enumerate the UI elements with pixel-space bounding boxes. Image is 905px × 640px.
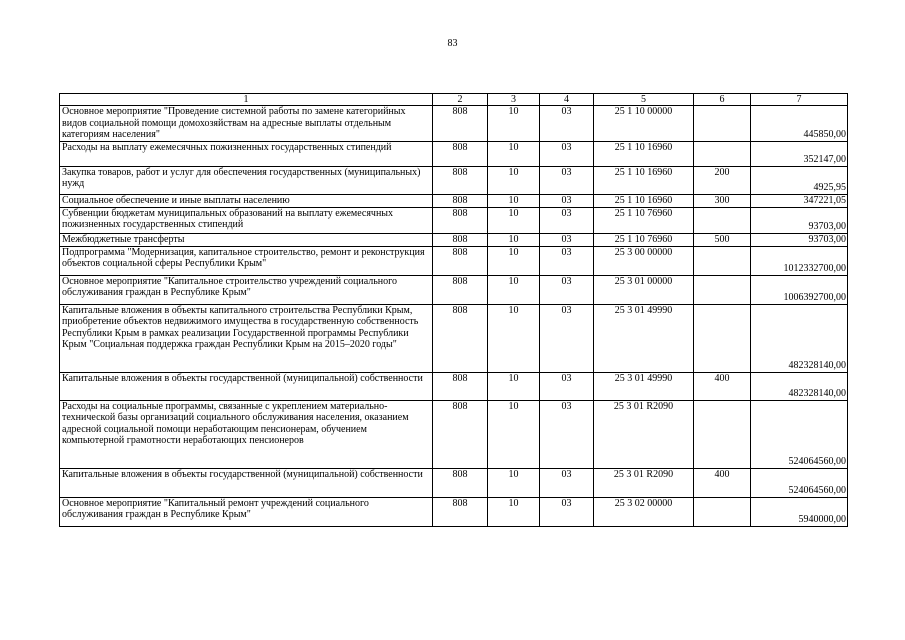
row-name: Подпрограмма "Модернизация, капитальное строительство, ремонт и реконструкция объектов социальной сферы Республики Крым" xyxy=(60,246,433,275)
row-code-6: 400 xyxy=(694,468,751,497)
row-code-3: 10 xyxy=(488,194,540,207)
row-code-6: 400 xyxy=(694,372,751,400)
header-cell-2: 2 xyxy=(433,94,488,106)
row-code-4: 03 xyxy=(540,194,594,207)
row-name: Расходы на социальные программы, связанные с укреплением материально-технической базы организаций социального обслуживания населения, оказанием адресной социальной помощи неработающим пенсионерам, обучением компьютерной грамотности неработающих пенсионеров xyxy=(60,400,433,468)
row-code-5: 25 1 10 16960 xyxy=(594,141,694,166)
table-row xyxy=(60,400,848,468)
row-name: Расходы на выплату ежемесячных пожизненных государственных стипендий xyxy=(60,141,433,166)
row-code-3: 10 xyxy=(488,246,540,275)
row-code-5: 25 1 10 76960 xyxy=(594,233,694,246)
row-code-5: 25 3 01 R2090 xyxy=(594,400,694,468)
row-code-5: 25 1 10 00000 xyxy=(594,106,694,142)
row-code-4: 03 xyxy=(540,166,594,194)
row-code-2: 808 xyxy=(433,166,488,194)
row-name: Капитальные вложения в объекты государственной (муниципальной) собственности xyxy=(60,468,433,497)
row-code-5: 25 3 01 00000 xyxy=(594,275,694,304)
row-name: Межбюджетные трансферты xyxy=(60,233,433,246)
table-row xyxy=(60,304,848,372)
row-name: Субвенции бюджетам муниципальных образований на выплату ежемесячных пожизненных государственных стипендий xyxy=(60,207,433,233)
header-cell-3: 3 xyxy=(488,94,540,106)
row-name: Основное мероприятие "Капитальное строительство учреждений социального обслуживания граждан в Республике Крым" xyxy=(60,275,433,304)
row-code-5: 25 3 01 R2090 xyxy=(594,468,694,497)
row-code-3: 10 xyxy=(488,106,540,142)
row-code-3: 10 xyxy=(488,497,540,526)
table-row xyxy=(60,275,848,304)
table-row xyxy=(60,166,848,194)
row-amount: 524064560,00 xyxy=(751,468,848,497)
table-row xyxy=(60,468,848,497)
row-amount: 93703,00 xyxy=(751,233,848,246)
row-code-5: 25 3 01 49990 xyxy=(594,304,694,372)
row-code-5: 25 1 10 16960 xyxy=(594,194,694,207)
row-name: Закупка товаров, работ и услуг для обеспечения государственных (муниципальных) нужд xyxy=(60,166,433,194)
row-code-4: 03 xyxy=(540,468,594,497)
row-amount: 4925,95 xyxy=(751,166,848,194)
row-code-2: 808 xyxy=(433,106,488,142)
row-code-5: 25 3 02 00000 xyxy=(594,497,694,526)
row-code-3: 10 xyxy=(488,233,540,246)
row-code-2: 808 xyxy=(433,372,488,400)
row-name: Капитальные вложения в объекты государственной (муниципальной) собственности xyxy=(60,372,433,400)
row-amount: 524064560,00 xyxy=(751,400,848,468)
row-code-3: 10 xyxy=(488,275,540,304)
row-code-4: 03 xyxy=(540,275,594,304)
row-name: Социальное обеспечение и иные выплаты населению xyxy=(60,194,433,207)
row-code-6 xyxy=(694,207,751,233)
row-amount: 482328140,00 xyxy=(751,372,848,400)
row-amount: 352147,00 xyxy=(751,141,848,166)
row-code-3: 10 xyxy=(488,207,540,233)
row-code-2: 808 xyxy=(433,246,488,275)
row-code-4: 03 xyxy=(540,106,594,142)
header-cell-5: 5 xyxy=(594,94,694,106)
row-name: Основное мероприятие "Проведение системной работы по замене категорийных видов социальной помощи домохозяйствам на адресные выплаты отдельным категориям населения" xyxy=(60,106,433,142)
row-code-6 xyxy=(694,497,751,526)
table-row xyxy=(60,194,848,207)
header-cell-7: 7 xyxy=(751,94,848,106)
row-code-4: 03 xyxy=(540,372,594,400)
row-code-6: 500 xyxy=(694,233,751,246)
row-code-6 xyxy=(694,400,751,468)
row-code-2: 808 xyxy=(433,400,488,468)
row-code-6 xyxy=(694,304,751,372)
row-code-4: 03 xyxy=(540,400,594,468)
row-amount: 482328140,00 xyxy=(751,304,848,372)
row-code-5: 25 1 10 16960 xyxy=(594,166,694,194)
header-cell-1: 1 xyxy=(60,94,433,106)
row-code-2: 808 xyxy=(433,141,488,166)
row-code-2: 808 xyxy=(433,304,488,372)
row-code-5: 25 3 01 49990 xyxy=(594,372,694,400)
header-row xyxy=(60,94,848,106)
row-code-6 xyxy=(694,246,751,275)
row-code-3: 10 xyxy=(488,304,540,372)
row-code-4: 03 xyxy=(540,141,594,166)
page-number: 83 xyxy=(447,38,458,49)
table-row xyxy=(60,106,848,142)
row-code-3: 10 xyxy=(488,468,540,497)
row-code-4: 03 xyxy=(540,246,594,275)
row-code-4: 03 xyxy=(540,497,594,526)
row-code-5: 25 1 10 76960 xyxy=(594,207,694,233)
row-code-2: 808 xyxy=(433,468,488,497)
row-amount: 1006392700,00 xyxy=(751,275,848,304)
row-code-2: 808 xyxy=(433,194,488,207)
table-row xyxy=(60,141,848,166)
row-code-4: 03 xyxy=(540,304,594,372)
row-amount: 347221,05 xyxy=(751,194,848,207)
row-code-2: 808 xyxy=(433,275,488,304)
row-code-3: 10 xyxy=(488,400,540,468)
row-amount: 5940000,00 xyxy=(751,497,848,526)
row-code-2: 808 xyxy=(433,497,488,526)
row-code-5: 25 3 00 00000 xyxy=(594,246,694,275)
header-cell-4: 4 xyxy=(540,94,594,106)
row-code-2: 808 xyxy=(433,233,488,246)
table-row xyxy=(60,246,848,275)
budget-table xyxy=(59,93,848,527)
header-cell-6: 6 xyxy=(694,94,751,106)
row-code-3: 10 xyxy=(488,141,540,166)
row-amount: 445850,00 xyxy=(751,106,848,142)
table-row xyxy=(60,233,848,246)
row-amount: 93703,00 xyxy=(751,207,848,233)
row-code-6 xyxy=(694,106,751,142)
row-code-6 xyxy=(694,141,751,166)
row-code-3: 10 xyxy=(488,372,540,400)
row-code-6 xyxy=(694,275,751,304)
row-amount: 1012332700,00 xyxy=(751,246,848,275)
row-code-6: 200 xyxy=(694,166,751,194)
row-name: Основное мероприятие "Капитальный ремонт учреждений социального обслуживания граждан в Республике Крым" xyxy=(60,497,433,526)
row-code-2: 808 xyxy=(433,207,488,233)
row-code-6: 300 xyxy=(694,194,751,207)
row-name: Капитальные вложения в объекты капитального строительства Республики Крым, приобретение объектов недвижимого имущества в государственную собственность Республики Крым в рамках реализации Государственной программы Республики Крым "Социальная поддержка граждан Республики Крым на 2015–2020 годы" xyxy=(60,304,433,372)
row-code-4: 03 xyxy=(540,207,594,233)
row-code-4: 03 xyxy=(540,233,594,246)
table-row xyxy=(60,497,848,526)
table-row xyxy=(60,372,848,400)
row-code-3: 10 xyxy=(488,166,540,194)
table-row xyxy=(60,207,848,233)
